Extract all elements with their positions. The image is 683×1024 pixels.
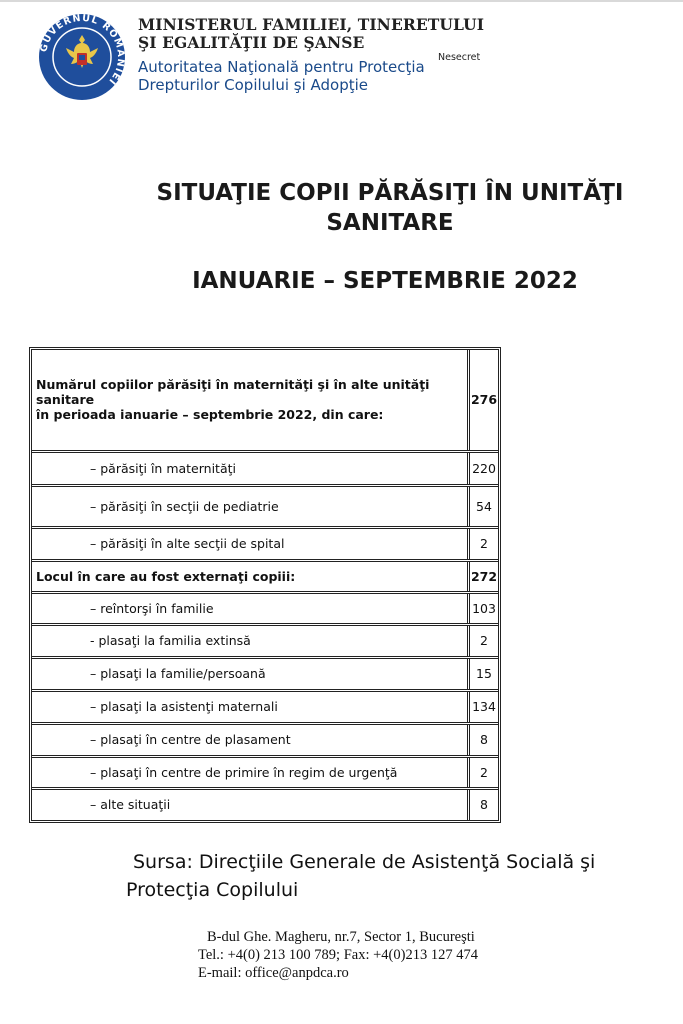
- row-value: 272: [469, 560, 499, 592]
- source-line1: Sursa: Direcţiile Generale de Asistenţă Socială şi: [133, 851, 596, 873]
- table-row: [32, 657, 498, 690]
- row-value: 8: [469, 788, 499, 820]
- row-value: 2: [469, 756, 499, 788]
- row-value: 103: [469, 592, 499, 624]
- row-value: 220: [469, 451, 499, 485]
- ministry-line2: ŞI EGALITĂŢII DE ŞANSE: [138, 33, 365, 52]
- row-label-line2: în perioada ianuarie – septembrie 2022, din care:: [36, 407, 384, 423]
- row-label: [32, 350, 469, 451]
- document-title: [110, 178, 670, 238]
- row-label: – reîntorşi în familie: [32, 592, 469, 624]
- row-label: – părăsiţi în maternităţi: [32, 451, 469, 485]
- row-label: – plasaţi în centre de primire în regim de urgenţă: [32, 756, 469, 788]
- table-row: [32, 592, 498, 624]
- svg-text:GUVERNUL ROMÂNIEI: GUVERNUL ROMÂNIEI: [38, 13, 127, 88]
- table-row: [32, 527, 498, 560]
- row-label: – părăsiţi în secţii de pediatrie: [32, 485, 469, 527]
- table-row: [32, 560, 498, 592]
- footer-email: E-mail: office@anpdca.ro: [198, 965, 349, 981]
- row-value: 2: [469, 624, 499, 657]
- row-label: – plasaţi în centre de plasament: [32, 723, 469, 756]
- table-row: [32, 485, 498, 527]
- classification-label: Nesecret: [438, 52, 481, 63]
- table-row: [32, 690, 498, 723]
- row-label: Locul în care au fost externaţi copiii:: [32, 560, 469, 592]
- row-label: – părăsiţi în alte secţii de spital: [32, 527, 469, 560]
- title-line1: SITUAŢIE COPII PĂRĂSIŢI ÎN UNITĂŢI: [156, 180, 624, 206]
- source-note: [126, 848, 666, 904]
- source-line2: Protecţia Copilului: [126, 879, 299, 901]
- row-value: 2: [469, 527, 499, 560]
- authority-line1: Autoritatea Naţională pentru Protecţia: [138, 58, 425, 76]
- government-seal-icon: [36, 13, 128, 101]
- row-label: - plasaţi la familia extinsă: [32, 624, 469, 657]
- row-value: 15: [469, 657, 499, 690]
- row-value: 134: [469, 690, 499, 723]
- ministry-line1: MINISTERUL FAMILIEI, TINERETULUI: [138, 15, 485, 34]
- title-line2: SANITARE: [326, 210, 454, 236]
- row-label: – alte situaţii: [90, 797, 171, 813]
- table-row: [32, 624, 498, 657]
- footer-phone: Tel.: +4(0) 213 100 789; Fax: +4(0)213 127 474: [198, 947, 478, 963]
- authority-name: [138, 58, 425, 94]
- period-title: IANUARIE – SEPTEMBRIE 2022: [192, 268, 578, 294]
- footer-address: B-dul Ghe. Magheru, nr.7, Sector 1, Bucureşti: [207, 929, 475, 945]
- row-value: 8: [469, 723, 499, 756]
- row-label: – plasaţi la asistenţi maternali: [32, 690, 469, 723]
- row-label: – plasaţi la familie/persoană: [32, 657, 469, 690]
- row-value: 276: [469, 350, 499, 451]
- table-row: [32, 756, 498, 788]
- footer-contact: [198, 928, 478, 982]
- table-row: [32, 788, 498, 820]
- ministry-name: [138, 16, 484, 52]
- table-row: [32, 350, 498, 451]
- top-border-line: [0, 0, 683, 2]
- statistics-table: [29, 347, 501, 823]
- authority-line2: Drepturilor Copilului şi Adopţie: [138, 76, 369, 94]
- row-value: 54: [469, 485, 499, 527]
- row-label-line1: Numărul copiilor părăsiţi în maternităţi şi în alte unităţi sanitare: [36, 377, 430, 408]
- table-row: [32, 451, 498, 485]
- table-row: [32, 723, 498, 756]
